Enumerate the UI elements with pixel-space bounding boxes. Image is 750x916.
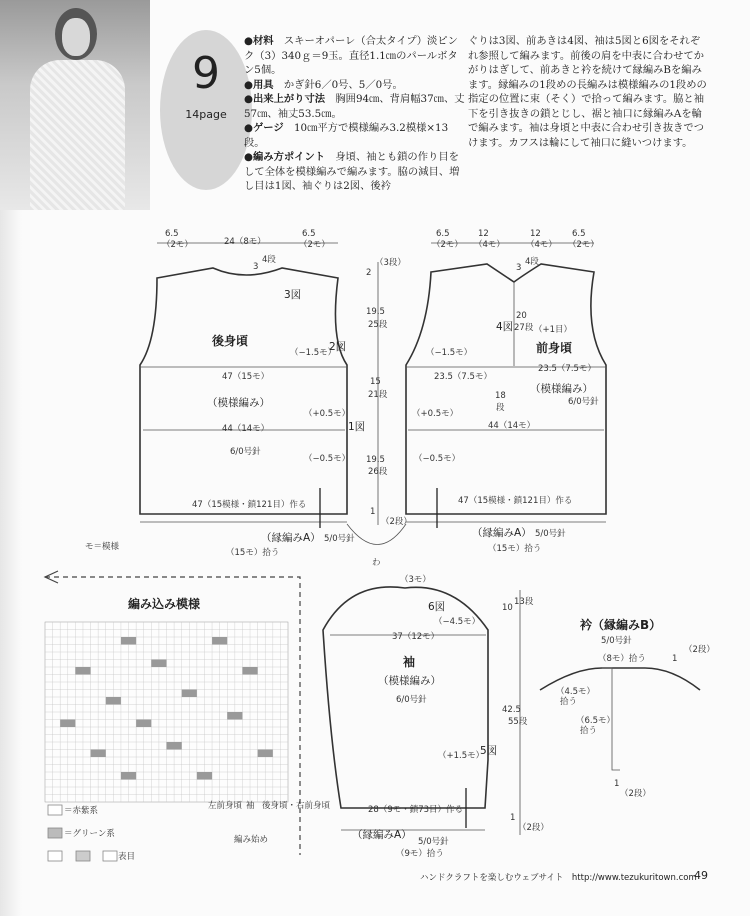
center-h1-rows: （3段）	[375, 258, 406, 268]
chart-color-cell	[136, 720, 151, 728]
front-dec1: （−1.5モ）	[426, 348, 473, 358]
back-dec1: （−1.5モ）	[290, 348, 337, 358]
front-neck-cm: 3	[516, 263, 522, 273]
back-dim-shoulder-l-mo: （2モ）	[162, 240, 193, 250]
chart-label-sleeve: 袖	[246, 801, 255, 811]
back-fig3: 3図	[284, 289, 302, 301]
front-needle: 6/0号針	[568, 397, 599, 407]
sleeve-pickup: （9モ）拾う	[396, 849, 444, 859]
back-pattern: （模様編み）	[207, 397, 270, 409]
back-fig1: 1図	[348, 421, 366, 433]
sleeve-w37: 37（12モ）	[392, 632, 440, 642]
front-dec2: （−0.5モ）	[414, 454, 461, 464]
front-neck-rows: 4段	[525, 257, 539, 267]
front-dim-3: 12	[530, 229, 541, 239]
sleeve-edge: （縁編みA）	[352, 829, 412, 841]
front-dim-4: 6.5	[572, 229, 586, 239]
front-dim-2-mo: （4モ）	[474, 240, 505, 250]
back-edge: （縁編みA）	[261, 532, 321, 544]
collar-dim-1-rows: （2段）	[684, 645, 715, 655]
front-edge-needle: 5/0号針	[535, 529, 566, 539]
sleeve-title: 袖	[403, 655, 416, 669]
mo-note: モ＝模様	[85, 542, 120, 552]
sleeve-pattern: （模様編み）	[378, 675, 441, 687]
sleeve-h3: 1	[510, 813, 516, 823]
back-body-outline	[140, 268, 347, 514]
front-edge: （縁編みA）	[472, 527, 532, 539]
chart-color-cell	[167, 742, 182, 750]
spec-line: ●材料 スキーオパーレ（合太タイプ）淡ピンク（3）340ｇ＝9玉。直径1.1㎝のパールボタン5個。	[244, 35, 458, 76]
back-hem-cast: 47（15模様・鎖121目）作る	[192, 500, 307, 510]
legend-swatch-knit-b	[76, 851, 90, 861]
back-fig2: 2図	[329, 341, 347, 353]
back-pickup: （15モ）拾う	[226, 548, 280, 558]
sleeve-fig5: 5図	[480, 745, 498, 757]
center-h2-rows: 25段	[368, 320, 388, 330]
collar-dim-1: 1	[672, 654, 678, 664]
collar-dim-8mo: （8モ）拾う	[598, 654, 646, 664]
collar-dim-65-pick: 拾う	[580, 726, 598, 736]
sleeve-h3-rows: （2段）	[518, 823, 549, 833]
back-w44: 44（14モ）	[222, 424, 270, 434]
back-neck-rows: 4段	[262, 255, 276, 265]
chart-color-cell	[258, 750, 273, 758]
back-dim-shoulder-r-mo: （2モ）	[299, 240, 330, 250]
chart-color-cell	[197, 772, 212, 780]
center-h2: 19.5	[366, 307, 385, 317]
legend-purple: ＝赤紫系	[64, 806, 99, 816]
legend-swatch-purple	[48, 805, 62, 815]
back-w47: 47（15モ）	[222, 372, 270, 382]
center-h5: 1	[370, 507, 376, 517]
center-h5-rows: （2段）	[381, 517, 412, 527]
spec-line: ●出来上がり寸法 胸囲94㎝、背肩幅37㎝、丈57㎝、袖丈53.5㎝。	[244, 93, 465, 120]
front-dim-4-mo: （2モ）	[568, 240, 599, 250]
back-inc: （+0.5モ）	[304, 409, 351, 419]
front-w44: 44（14モ）	[488, 421, 536, 431]
collar-dim-1b: 1	[614, 779, 620, 789]
legend-green: ＝グリーン系	[64, 829, 115, 839]
chart-color-cell	[227, 712, 242, 720]
center-h4: 19.5	[366, 455, 385, 465]
back-dim-shoulder-r: 6.5	[302, 229, 316, 239]
front-dim-3-mo: （4モ）	[526, 240, 557, 250]
spec-continued: ぐりは3図、前あきは4図、袖は5図と6図をそれぞれ参照して編みます。前後の肩を中表に合わせてかがりはぎして、前あきと衿を続けて縁編みBを編みます。縁編みの1段めの長編みは模様編みの1段めの指定の位置に束（そく）で拾って編みます。脇と袖下を引き抜きの鎖とじし、裾と袖口に縁編みAを輪で編みます。袖は身頃と中表に合わせ引き抜きでつけます。カフスは輪にして袖口に縫いつけます。	[468, 35, 707, 149]
front-open-cm: 20	[516, 311, 527, 321]
chart-label-left-front: 左前身頃	[208, 801, 243, 811]
chart-color-cell	[121, 772, 136, 780]
spec-line: ●編み方ポイント 身頃、袖とも鎖の作り目をして全体を模様編みで編みます。脇の減目、増し目は1図、袖ぐりは2図、後衿	[244, 151, 460, 192]
chart-title: 編み込み模様	[128, 597, 201, 611]
page-ref: 14page	[185, 108, 227, 121]
chart-color-cell	[212, 637, 227, 645]
collar-title: 衿（縁編みB）	[580, 618, 662, 632]
chart-color-cell	[75, 667, 90, 675]
chart-color-cell	[151, 660, 166, 668]
sleeve-cast: 28（9モ・鎖73目）作る	[368, 805, 464, 815]
legend-knit: 表目	[118, 852, 136, 862]
sleeve-inc: （+1.5モ）	[438, 751, 485, 761]
chart-color-cell	[91, 750, 106, 758]
sleeve-h2-rows: 55段	[508, 717, 528, 727]
back-dim-shoulder-l: 6.5	[165, 229, 179, 239]
back-title: 後身頃	[212, 334, 249, 348]
center-h1: 2	[366, 268, 372, 278]
front-dim-1: 6.5	[436, 229, 450, 239]
front-w23b: 23.5（7.5モ）	[538, 364, 596, 374]
sleeve-h1-rows: 13段	[514, 597, 534, 607]
legend-swatch-green	[48, 828, 62, 838]
center-h3: 15	[370, 377, 381, 387]
back-dim-neck: 24（8モ）	[224, 237, 266, 247]
front-h18: 18	[495, 391, 506, 401]
spec-line: ●用具 かぎ針6／0号、5／0号。	[244, 78, 403, 91]
chart-color-cell	[121, 637, 136, 645]
front-dim-2: 12	[478, 229, 489, 239]
front-h18-rows: 段	[496, 403, 505, 413]
chart-color-cell	[60, 720, 75, 728]
front-inc: （+0.5モ）	[412, 409, 459, 419]
chart-label-back: 後身頃・右前身頃	[262, 801, 331, 811]
sleeve-fig6: 6図	[428, 601, 446, 613]
back-dec2: （−0.5モ）	[304, 454, 351, 464]
back-needle: 6/0号針	[230, 447, 261, 457]
chart-start: 編み始め	[234, 835, 269, 845]
chart-color-cell	[242, 667, 257, 675]
collar-dim-65: （6.5モ）	[576, 716, 616, 726]
front-plus1: （+1目）	[534, 325, 573, 335]
sleeve-needle: 6/0号針	[396, 695, 427, 705]
front-dim-1-mo: （2モ）	[432, 240, 463, 250]
front-hem-cast: 47（15模様・鎖121目）作る	[458, 496, 573, 506]
wa-curve	[347, 524, 406, 545]
front-open-rows: 27段	[514, 323, 534, 333]
legend-swatch-knit-a	[48, 851, 62, 861]
front-fig4: 4図	[496, 321, 514, 333]
front-pattern: （模様編み）	[530, 383, 593, 395]
back-edge-needle: 5/0号針	[324, 534, 355, 544]
back-neck-cm: 3	[253, 262, 259, 272]
collar-dim-45: （4.5モ）	[556, 687, 596, 697]
spec-line: ●ゲージ 10㎝平方で模様編み3.2模様×13段。	[244, 122, 449, 149]
chart-color-cell	[182, 690, 197, 698]
sleeve-dec: （−4.5モ）	[434, 617, 481, 627]
sleeve-edge-needle: 5/0号針	[418, 837, 449, 847]
legend-swatch-knit-c	[103, 851, 117, 861]
front-title: 前身頃	[536, 341, 573, 355]
center-wa: わ	[372, 558, 381, 568]
front-w23a: 23.5（7.5モ）	[434, 372, 492, 382]
center-h4-rows: 26段	[368, 467, 388, 477]
footer-text: ハンドクラフトを楽しむウェブサイト http://www.tezukuritown.com	[420, 873, 697, 883]
sleeve-h2: 42.5	[502, 705, 521, 715]
center-h3-rows: 21段	[368, 390, 388, 400]
collar-dim-1b-rows: （2段）	[620, 789, 651, 799]
sleeve-h1: 10	[502, 603, 513, 613]
page-number: 49	[694, 869, 708, 882]
front-pickup: （15モ）拾う	[488, 544, 542, 554]
collar-dim-45-pick: 拾う	[560, 697, 578, 707]
collar-needle: 5/0号針	[601, 636, 632, 646]
chart-color-cell	[106, 697, 121, 705]
sleeve-top: （3モ）	[400, 575, 431, 585]
pattern-number: 9	[192, 48, 220, 99]
